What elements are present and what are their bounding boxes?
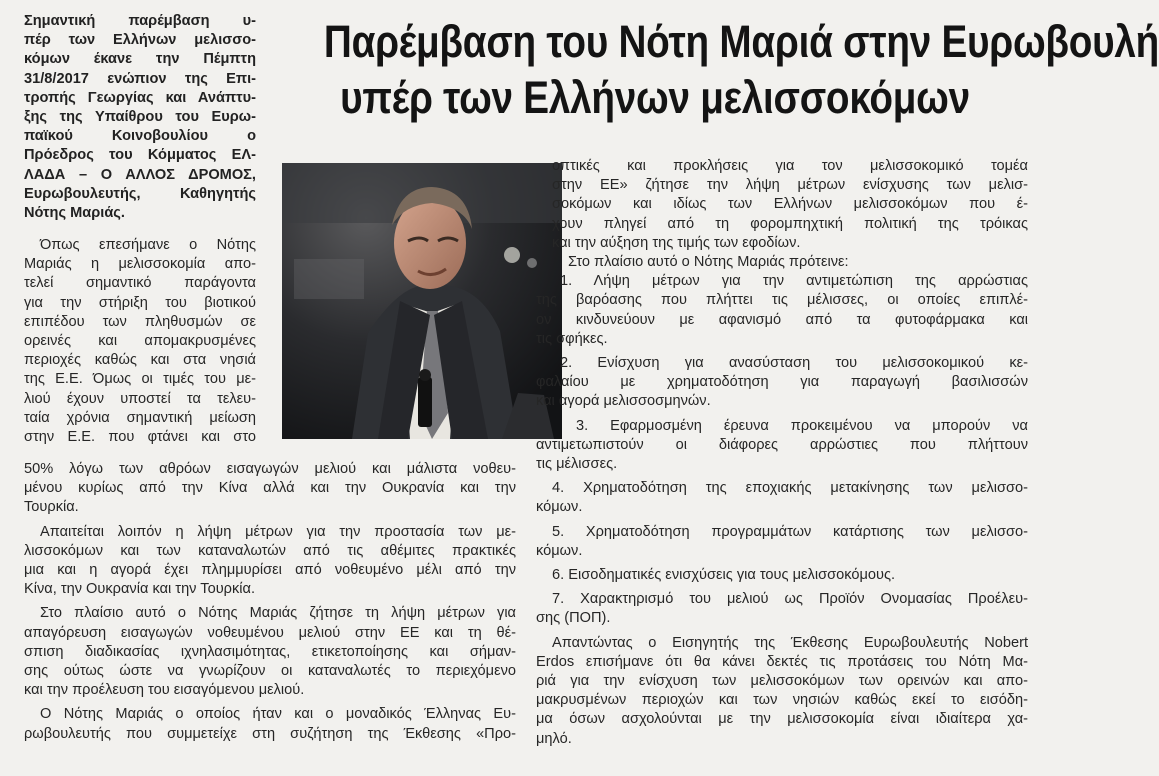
text-line: περιοχές καθώς και στα νησιά: [24, 352, 256, 369]
text-line: κόμων.: [536, 499, 583, 516]
text-line: Απαντώντας ο Εισηγητής της Έκθεσης Ευρωβουλευτής Nobert: [552, 634, 1028, 651]
text-line: κόμων.: [536, 542, 583, 559]
text-line: στην Ε.Ε. που φτάνει και στο: [24, 429, 256, 446]
text-line: ον κινδυνεύουν με αφανισμό από τα φυτοφάρμακα και: [536, 311, 1028, 328]
lead-line: κόμων έκανε την Πέμπτη: [24, 51, 256, 68]
text-line: σοκόμων και ιδίως των Ελλήνων μελισσοκόμων που έ-: [552, 196, 1028, 213]
text-line: και αγορά μελισσοσμηνών.: [536, 393, 711, 410]
portrait-photo: [282, 163, 562, 439]
text-line: επιπέδου των πληθυσμών σε: [24, 313, 256, 330]
lead-line: ξης της Υπαίθρου του Ευρω-: [24, 109, 256, 126]
text-line: σπιση διαδικασίας ιχνηλασιμότητας, ετικετοποίησης και σήμαν-: [24, 643, 516, 660]
text-line: μα όσων ασχολούνται με την μελισσοκομία είναι ιδιαίτερα χα-: [536, 711, 1028, 728]
text-line: 3. Εφαρμοσμένη έρευνα προκειμένου να μπορούν να: [576, 417, 1028, 434]
text-line: Στο πλαίσιο αυτό ο Νότης Μαριάς ζήτησε τη λήψη μέτρων για: [40, 605, 516, 622]
text-line: και την αύξηση της τιμής των εφοδίων.: [552, 234, 801, 251]
text-line: απαγόρευση εισαγωγών νοθευμένου μελιού στην ΕΕ και τη θέ-: [24, 624, 516, 641]
article-title: [323, 14, 1159, 126]
text-line: Ο Νότης Μαριάς ο οποίος ήταν και ο μοναδικός Έλληνας Ευ-: [40, 706, 516, 723]
text-line: για την στήριξη του βιοτικού: [24, 294, 256, 311]
text-line: λιού έχουν υποστεί τα τελευ-: [24, 390, 256, 407]
text-line: σης (ΠΟΠ).: [536, 610, 611, 627]
text-line: ορεινές και απομακρυσμένες: [24, 333, 256, 350]
text-line: μένου κυρίως από την Κίνα αλλά και την Ουκρανία και την: [24, 480, 516, 497]
text-line: Erdos επισήμανε ότι θα κάνει δεκτές τις προτάσεις του Νότη Μα-: [536, 653, 1028, 670]
text-line: 4. Χρηματοδότηση της εποχιακής μετακίνησης των μελισσο-: [552, 480, 1028, 497]
text-line: ταία χρόνια σημαντική μείωση: [24, 409, 256, 426]
lead-line: τροπής Γεωργίας και Ανάπτυ-: [24, 89, 256, 106]
portrait-photo-graphic: [282, 163, 562, 439]
text-line: 50% λόγω των αθρόων εισαγωγών μελιού και μάλιστα νοθευ-: [24, 461, 516, 477]
lead-line: Πρόεδρος του Κόμματος ΕΛ-: [24, 147, 256, 164]
lead-line: Ευρωβουλευτής, Καθηγητής: [24, 185, 256, 202]
title-line: υπέρ των Ελλήνων μελισσοκόμων: [340, 72, 970, 123]
text-line: μια και η αγορά έχει πλημμυρίσει από νοθευμένο μέλι από την: [24, 562, 516, 579]
text-line: λισσοκόμων και των καταναλωτών από τις αθέμιτες πρακτικές: [24, 542, 516, 559]
text-line: Μαριάς η μελισσοκομία απο-: [24, 256, 256, 273]
lead-line: Νότης Μαριάς.: [24, 205, 125, 222]
lead-line: 31/8/2017 ενώπιον της Επι-: [24, 70, 256, 87]
text-line: μακρυσμένων περιοχών και των νησιών καθώς εκεί το εισόδη-: [536, 692, 1028, 709]
text-line: Στο πλαίσιο αυτό ο Νότης Μαριάς πρότεινε:: [568, 254, 849, 271]
text-line: αντιμετωπιστούν οι διάφορες αρρώστιες που πλήττουν: [536, 436, 1028, 453]
text-line: τις σφήκες.: [536, 330, 608, 347]
text-line: 1. Λήψη μέτρων για την αντιμετώπιση της αρρώστιας: [560, 273, 1028, 290]
lead-line: πέρ των Ελλήνων μελισσο-: [24, 32, 256, 49]
lead-line: ΛΑΔΑ – Ο ΑΛΛΟΣ ΔΡΟΜΟΣ,: [24, 166, 256, 183]
text-line: και την προέλευση του εισαγόμενου μελιού.: [24, 682, 305, 699]
text-line: Κίνα, την Ουκρανία και την Τουρκία.: [24, 581, 256, 598]
column-1-wide-text: [24, 460, 516, 744]
column-3-text: [536, 157, 1028, 749]
text-line: τελεί σημαντικό παράγοντα: [24, 275, 256, 292]
text-line: 6. Εισοδηματικές ενισχύσεις για τους μελισσοκόμους.: [552, 567, 896, 584]
text-line: Όπως επεσήμανε ο Νότης: [40, 237, 256, 253]
lead-line: Σημαντική παρέμβαση υ-: [24, 13, 256, 29]
article-lead: [24, 12, 256, 223]
text-line: φαλαίου με χρηματοδότηση για παραγωγή βασιλισσών: [536, 374, 1028, 391]
title-line: Παρέμβαση του Νότη Μαριά στην Ευρωβουλή: [323, 16, 1159, 67]
text-line: σης ούτως ώστε να γνωρίζουν οι καταναλωτές το περιεχόμενο: [24, 663, 516, 680]
text-line: της Ε.Ε. Όμως οι τιμές του με-: [24, 371, 256, 388]
text-line: μηλό.: [536, 730, 572, 747]
text-line: 2. Ενίσχυση για ανασύσταση του μελισσοκομικού κε-: [560, 355, 1028, 372]
column-1-narrow-text: [24, 236, 256, 447]
text-line: οπτικές και προκλήσεις για τον μελισσοκομικό τομέα: [552, 158, 1028, 174]
text-line: 5. Χρηματοδότηση προγραμμάτων κατάρτισης των μελισσο-: [552, 523, 1028, 540]
text-line: τις μέλισσες.: [536, 456, 618, 473]
text-line: χουν πληγεί από τη φορομπηχτική πολιτική της τρόικας: [552, 215, 1028, 232]
text-line: Απαιτείται λοιπόν η λήψη μέτρων για την προστασία των με-: [40, 523, 516, 540]
text-line: ρωβουλευτής που συμμετείχε στη συζήτηση της Έκθεσης «Προ-: [24, 725, 516, 742]
text-line: στην ΕΕ» ζήτησε την λήψη μέτρων ενίσχυσης των μελισ-: [552, 177, 1028, 194]
lead-line: παϊκού Κοινοβουλίου ο: [24, 128, 256, 145]
text-line: Τουρκία.: [24, 499, 79, 516]
text-line: 7. Χαρακτηρισμό του μελιού ως Προϊόν Ονομασίας Προέλευ-: [552, 591, 1028, 608]
text-line: της βαρόασης που πλήττει τις μέλισσες, οι οποίες επιπλέ-: [536, 292, 1028, 309]
text-line: ριά για την ενίσχυση των μελισσοκόμων των ορεινών και απο-: [536, 673, 1028, 690]
